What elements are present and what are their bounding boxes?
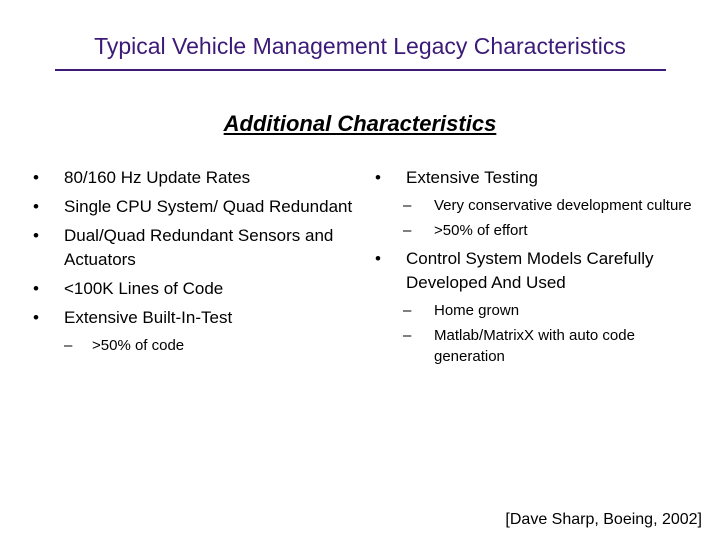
bullet-item (33, 277, 363, 301)
right-sub-list-2 (403, 300, 705, 367)
left-column (33, 166, 363, 360)
sub-bullet-text: >50% of code (92, 337, 185, 354)
sub-bullet-item (403, 325, 705, 367)
sub-bullet-text: Very conservative development culture (434, 197, 692, 214)
right-bullet-list-2 (375, 247, 705, 295)
bullet-item (375, 247, 705, 295)
bullet-dot: • (33, 197, 39, 216)
bullet-dot: • (33, 226, 39, 245)
bullet-dot: • (33, 308, 39, 327)
bullet-text: Extensive Testing (406, 168, 538, 187)
dash-marker: – (403, 222, 412, 239)
bullet-text: 80/160 Hz Update Rates (64, 168, 251, 187)
right-column (375, 166, 705, 373)
section-heading: Additional Characteristics (223, 111, 497, 136)
title-underline (55, 69, 666, 71)
bullet-text: Dual/Quad Redundant Sensors and Actuators (64, 226, 334, 269)
sub-bullet-item (403, 220, 705, 241)
right-bullet-list-1 (375, 166, 705, 190)
bullet-dot: • (33, 279, 39, 298)
dash-marker: – (403, 197, 412, 214)
sub-bullet-text: Home grown (434, 302, 520, 319)
right-sub-list-1 (403, 195, 705, 241)
sub-bullet-item (403, 300, 705, 321)
bullet-item (33, 166, 363, 190)
bullet-text: <100K Lines of Code (64, 279, 224, 298)
sub-bullet-text: >50% of effort (434, 222, 528, 239)
left-sub-list (64, 335, 363, 356)
dash-marker: – (64, 337, 73, 354)
bullet-text: Control System Models Carefully Developed And Used (406, 249, 654, 292)
bullet-item (33, 224, 363, 272)
bullet-item (33, 195, 363, 219)
bullet-dot: • (375, 168, 381, 187)
sub-bullet-text: Matlab/MatrixX with auto code generation (434, 327, 635, 365)
bullet-dot: • (33, 168, 39, 187)
bullet-dot: • (375, 249, 381, 268)
bullet-item (375, 166, 705, 190)
sub-bullet-item (403, 195, 705, 216)
sub-bullet-item (64, 335, 363, 356)
dash-marker: – (403, 302, 412, 319)
source-citation: [Dave Sharp, Boeing, 2002] (505, 511, 702, 528)
bullet-text: Extensive Built-In-Test (64, 308, 233, 327)
bullet-text: Single CPU System/ Quad Redundant (64, 197, 353, 216)
bullet-item (33, 306, 363, 330)
dash-marker: – (403, 327, 412, 344)
slide-title: Typical Vehicle Management Legacy Characteristics (94, 33, 626, 59)
left-bullet-list (33, 166, 363, 330)
